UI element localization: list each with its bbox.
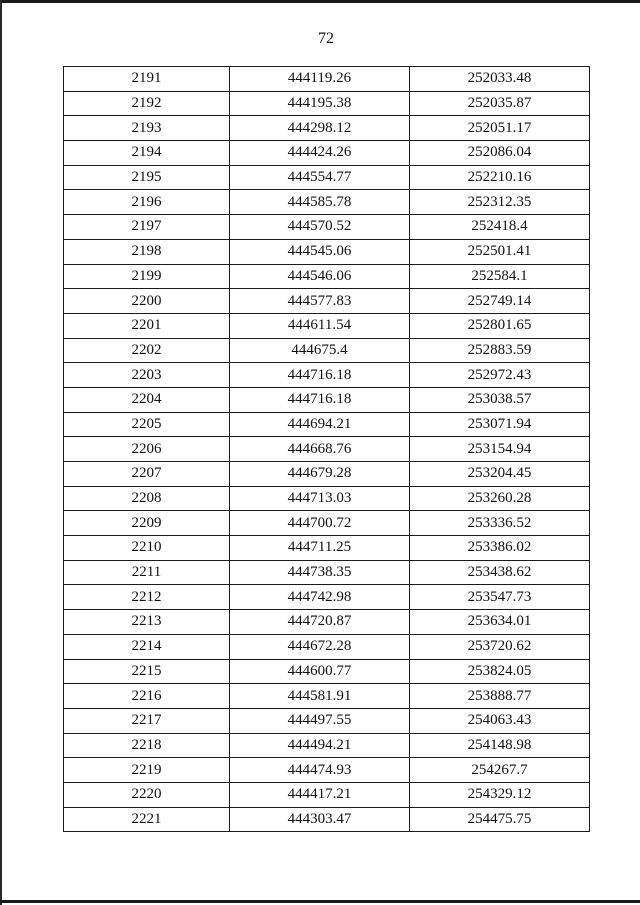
y-coordinate-cell: 254329.12 (410, 782, 590, 807)
x-coordinate-cell: 444713.03 (230, 486, 410, 511)
y-coordinate-cell: 253824.05 (410, 659, 590, 684)
point-number-cell: 2202 (64, 338, 230, 363)
y-coordinate-cell: 253260.28 (410, 486, 590, 511)
table-row (64, 141, 590, 166)
y-coordinate-cell: 252418.4 (410, 215, 590, 240)
point-number-cell: 2217 (64, 708, 230, 733)
scan-top-border (0, 0, 640, 3)
table-row (64, 634, 590, 659)
point-number-cell: 2207 (64, 462, 230, 487)
y-coordinate-cell: 252210.16 (410, 165, 590, 190)
x-coordinate-cell: 444545.06 (230, 239, 410, 264)
x-coordinate-cell: 444424.26 (230, 141, 410, 166)
table-row (64, 585, 590, 610)
x-coordinate-cell: 444546.06 (230, 264, 410, 289)
point-number-cell: 2221 (64, 807, 230, 832)
x-coordinate-cell: 444679.28 (230, 462, 410, 487)
x-coordinate-cell: 444711.25 (230, 536, 410, 561)
point-number-cell: 2204 (64, 387, 230, 412)
point-number-cell: 2196 (64, 190, 230, 215)
x-coordinate-cell: 444716.18 (230, 387, 410, 412)
y-coordinate-cell: 252749.14 (410, 289, 590, 314)
y-coordinate-cell: 254063.43 (410, 708, 590, 733)
x-coordinate-cell: 444720.87 (230, 610, 410, 635)
y-coordinate-cell: 254267.7 (410, 758, 590, 783)
table-row (64, 116, 590, 141)
scan-left-border (0, 0, 2, 905)
y-coordinate-cell: 253547.73 (410, 585, 590, 610)
x-coordinate-cell: 444742.98 (230, 585, 410, 610)
point-number-cell: 2215 (64, 659, 230, 684)
y-coordinate-cell: 254475.75 (410, 807, 590, 832)
point-number-cell: 2212 (64, 585, 230, 610)
y-coordinate-cell: 252051.17 (410, 116, 590, 141)
point-number-cell: 2197 (64, 215, 230, 240)
x-coordinate-cell: 444119.26 (230, 67, 410, 92)
point-number-cell: 2205 (64, 412, 230, 437)
x-coordinate-cell: 444600.77 (230, 659, 410, 684)
point-number-cell: 2209 (64, 511, 230, 536)
point-number-cell: 2203 (64, 363, 230, 388)
x-coordinate-cell: 444738.35 (230, 560, 410, 585)
x-coordinate-cell: 444716.18 (230, 363, 410, 388)
point-number-cell: 2219 (64, 758, 230, 783)
y-coordinate-cell: 253634.01 (410, 610, 590, 635)
point-number-cell: 2192 (64, 91, 230, 116)
table-row (64, 486, 590, 511)
point-number-cell: 2199 (64, 264, 230, 289)
table-row (64, 363, 590, 388)
table-row (64, 511, 590, 536)
table-row (64, 462, 590, 487)
table-row (64, 659, 590, 684)
x-coordinate-cell: 444494.21 (230, 733, 410, 758)
y-coordinate-cell: 252584.1 (410, 264, 590, 289)
y-coordinate-cell: 252035.87 (410, 91, 590, 116)
y-coordinate-cell: 254148.98 (410, 733, 590, 758)
table-row (64, 758, 590, 783)
y-coordinate-cell: 253204.45 (410, 462, 590, 487)
table-row (64, 807, 590, 832)
coordinates-table-body (64, 67, 590, 832)
point-number-cell: 2206 (64, 437, 230, 462)
table-row (64, 165, 590, 190)
point-number-cell: 2201 (64, 313, 230, 338)
x-coordinate-cell: 444298.12 (230, 116, 410, 141)
table-row (64, 239, 590, 264)
point-number-cell: 2210 (64, 536, 230, 561)
table-row (64, 610, 590, 635)
table-row (64, 91, 590, 116)
table-row (64, 67, 590, 92)
point-number-cell: 2193 (64, 116, 230, 141)
table-row (64, 412, 590, 437)
table-row (64, 437, 590, 462)
table-row (64, 708, 590, 733)
y-coordinate-cell: 253438.62 (410, 560, 590, 585)
x-coordinate-cell: 444577.83 (230, 289, 410, 314)
x-coordinate-cell: 444668.76 (230, 437, 410, 462)
x-coordinate-cell: 444675.4 (230, 338, 410, 363)
x-coordinate-cell: 444570.52 (230, 215, 410, 240)
x-coordinate-cell: 444195.38 (230, 91, 410, 116)
y-coordinate-cell: 252033.48 (410, 67, 590, 92)
page-number: 72 (318, 30, 334, 47)
table-row (64, 289, 590, 314)
table-row (64, 684, 590, 709)
x-coordinate-cell: 444474.93 (230, 758, 410, 783)
point-number-cell: 2191 (64, 67, 230, 92)
y-coordinate-cell: 253071.94 (410, 412, 590, 437)
table-row (64, 190, 590, 215)
x-coordinate-cell: 444611.54 (230, 313, 410, 338)
x-coordinate-cell: 444700.72 (230, 511, 410, 536)
y-coordinate-cell: 253720.62 (410, 634, 590, 659)
point-number-cell: 2211 (64, 560, 230, 585)
y-coordinate-cell: 253154.94 (410, 437, 590, 462)
x-coordinate-cell: 444497.55 (230, 708, 410, 733)
point-number-cell: 2214 (64, 634, 230, 659)
coordinates-table (63, 66, 590, 832)
table-row (64, 264, 590, 289)
point-number-cell: 2218 (64, 733, 230, 758)
point-number-cell: 2220 (64, 782, 230, 807)
table-row (64, 313, 590, 338)
y-coordinate-cell: 252086.04 (410, 141, 590, 166)
table-row (64, 733, 590, 758)
point-number-cell: 2194 (64, 141, 230, 166)
scan-bottom-border (0, 900, 640, 903)
point-number-cell: 2198 (64, 239, 230, 264)
x-coordinate-cell: 444672.28 (230, 634, 410, 659)
y-coordinate-cell: 252972.43 (410, 363, 590, 388)
y-coordinate-cell: 252501.41 (410, 239, 590, 264)
table-row (64, 215, 590, 240)
x-coordinate-cell: 444554.77 (230, 165, 410, 190)
y-coordinate-cell: 253386.02 (410, 536, 590, 561)
point-number-cell: 2213 (64, 610, 230, 635)
table-row (64, 560, 590, 585)
point-number-cell: 2216 (64, 684, 230, 709)
table-row (64, 338, 590, 363)
point-number-cell: 2200 (64, 289, 230, 314)
y-coordinate-cell: 252801.65 (410, 313, 590, 338)
table-row (64, 782, 590, 807)
point-number-cell: 2208 (64, 486, 230, 511)
point-number-cell: 2195 (64, 165, 230, 190)
y-coordinate-cell: 252883.59 (410, 338, 590, 363)
x-coordinate-cell: 444417.21 (230, 782, 410, 807)
y-coordinate-cell: 252312.35 (410, 190, 590, 215)
x-coordinate-cell: 444581.91 (230, 684, 410, 709)
x-coordinate-cell: 444585.78 (230, 190, 410, 215)
x-coordinate-cell: 444303.47 (230, 807, 410, 832)
x-coordinate-cell: 444694.21 (230, 412, 410, 437)
y-coordinate-cell: 253336.52 (410, 511, 590, 536)
y-coordinate-cell: 253038.57 (410, 387, 590, 412)
table-row (64, 387, 590, 412)
table-row (64, 536, 590, 561)
y-coordinate-cell: 253888.77 (410, 684, 590, 709)
